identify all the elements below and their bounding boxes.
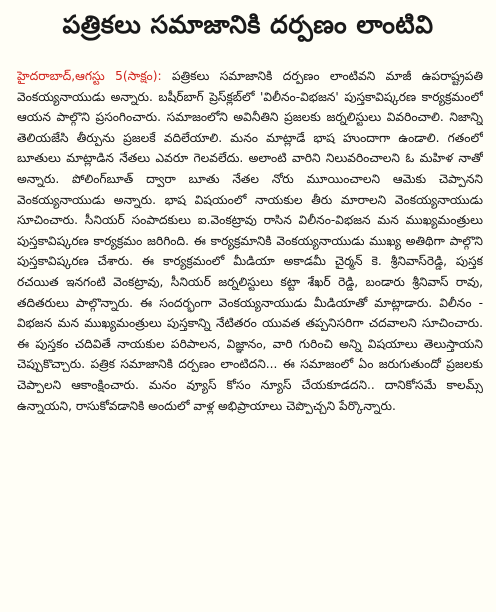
dateline: హైదరాబాద్,ఆగస్టు 5(సాక్షం): <box>17 69 172 83</box>
article-text: పత్రికలు సమాజానికి దర్పణం లాంటివని మాజీ ఉపరాష్ట్రపతి వెంకయ్యనాయుడు అన్నారు. బషీర్‌బాగ్ ప్రెస్‌క్లబ్‌లో 'విలీనం-విభజన' పుస్తకావిష్కరణ కార్యక్రమంలో ఆయన పాల్గొని ప్రసంగించారు. సమాజంలోని అవినీతిని ప్రజలకు జర్నలిస్టులు వివరించాలి. నిజాన్ని తెలియజేసి తీర్పును ప్రజలకే వదిలేయాలి. మనం మాట్లాడే భాష హుందాగా ఉండాలి. గతంలో బూతులు మాట్లాడిన నేతలు ఎవరూ గెలవలేదు. అలాంటి వారిని నిలువరించాలని ఓ మహిళ నాతో అన్నారు. పోలింగ్‌బూత్ ద్వారా బూతు నేతల నోరు మూయించాలని ఆమెకు చెప్పానని వెంకయ్యనాయుడు అన్నారు. భాష విషయంలో నాయకుల తీరు మారాలని వెంకయ్యనాయుడు సూచించారు. సీనియర్ సంపాదకులు ఐ.వెంకట్రావు రాసిన విలీనం-విభజన మన ముఖ్యమంత్రులు పుస్తకావిష్కరణ కార్యక్రమం జరిగింది. ఈ కార్యక్రమానికి వెంకయ్యనాయుడు ముఖ్య అతిథిగా పాల్గొని పుస్తకావిష్కరణ చేశారు. ఈ కార్యక్రమంలో మీడియా అకాడమీ చైర్మన్ కె. శ్రీనివాస్‌రెడ్డి, పుస్తక రచయిత ఇనగంటి వెంకట్రావు, సీనియర్ జర్నలిస్టులు కట్టా శేఖర్ రెడ్డి, బండారు శ్రీనివాస్ రావు, తదితరులు పాల్గొన్నారు. ఈ సందర్భంగా వెంకయ్యనాయుడు మీడియాతో మాట్లాడారు. విలీనం - విభజన మన ముఖ్యమంత్రులు పుస్తకాన్ని నేటితరం యువత తప్పనిసరిగా చదవాలని సూచించారు. ఈ పుస్తకం చదివితే నాయకుల పరిపాలన, విజ్ఞానం, వారి గురించి అన్ని విషయాలు తెలుస్తాయని చెప్పుకొచ్చారు. పత్రిక సమాజానికి దర్పణం లాంటిదని... ఈ సమాజంలో ఏం జరుగుతుందో ప్రజలకు చెప్పాలని ఆకాంక్షించారు. మనం వ్యూస్ కోసం న్యూస్ చేయకూడదని.. దానికోసమే కాలమ్స్ ఉన్నాయని, రాసుకోవడానికి అందులో వాళ్ల అభిప్రాయాలు చెప్పొచ్చని పేర్కొన్నారు. <box>17 69 483 413</box>
headline: పత్రికలు సమాజానికి దర్పణం లాంటివి <box>62 10 434 39</box>
article-body <box>17 66 483 416</box>
